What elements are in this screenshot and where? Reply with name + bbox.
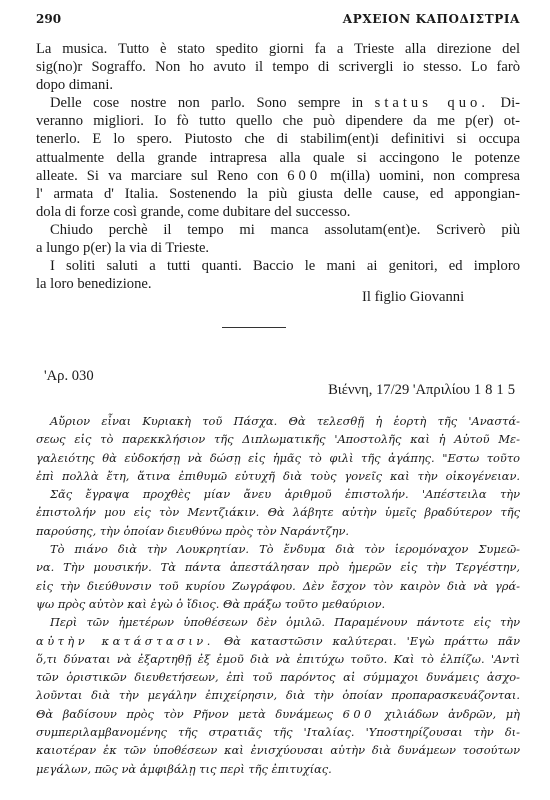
text-line — [36, 167, 520, 185]
page-number: 290 — [36, 12, 62, 26]
text-line: dola di forze così grande, come dubitare del successo. — [36, 203, 351, 220]
text-line: l' armata d' Italia. Sostenendo la più giusta delle cause, ed appongian- — [36, 185, 520, 202]
dateline — [328, 382, 519, 399]
text-fragment: Di- — [488, 95, 520, 112]
text-fragment: m(illa) uomini, non compresa — [321, 167, 520, 184]
text-line: Chiudo perchè il tempo mi manca assolutam(ent)e. Scriverò più — [50, 221, 520, 238]
text-line: Περὶ τῶν ἡμετέρων ὑποθέσεων δὲν ὁμιλῶ. Παραμένουν πάντοτε εἰς τὴν — [50, 615, 520, 630]
dateline-year: 1815 — [473, 382, 519, 398]
document-number: 'Αρ. 030 — [44, 368, 94, 384]
text-line: ψω πρὸς αὐτὸν καὶ ἐγὼ ὁ ἴδιος. Θὰ πράξω τοῦτο μεθαύριον. — [36, 596, 386, 611]
text-fragment: alleate. Si va marciare sul Reno con — [36, 167, 288, 184]
text-line: γαλειότης θὰ εὐδοκήσῃ νὰ δώσῃ εἰς ἡμᾶς τὸ φιλὶ τῆς ἀγάπης. "Εστω τοῦτο — [36, 450, 520, 465]
text-fragment: Delle cose nostre non parlo. Sono sempre in — [50, 95, 375, 112]
signature: Il figlio Giovanni — [362, 289, 465, 305]
text-line: attualmente della grande intrapresa alla quale si accingono le potenze — [36, 149, 520, 166]
text-line: λοῦνται διὰ τὴν μεγάλην ἐπιχείρησιν, διὰ τὴν ὁποίαν προπαρασκευάζονται. — [36, 688, 520, 703]
spaced-text: status quo. — [374, 95, 489, 112]
dateline-place-date: Βιέννη, 17/29 'Απριλίου — [328, 382, 474, 398]
greek-letter-text — [36, 412, 520, 778]
text-line: ἐπὶ πολλὰ ἔτη, ἅτινα ἐπιθυμῶ εὐτυχῆ διὰ τοὺς γονεῖς καὶ τὴν οἰκογένειαν. — [36, 468, 520, 483]
text-line: ἐπιστολήν μου εἰς τὸν Μεντζιάκιν. Θὰ λάβητε αὐτὴν ὑμεῖς βραδύτερον τῆς — [36, 505, 520, 520]
text-line — [36, 632, 520, 650]
section-divider — [222, 327, 286, 328]
text-line — [36, 705, 520, 723]
running-title: ΑΡΧΕΙΟΝ ΚΑΠΟΔΙΣΤΡΙΑ — [342, 12, 520, 26]
text-line: La musica. Tutto è stato spedito giorni fa a Trieste alla direzione del — [36, 41, 520, 57]
text-line: sig(no)r Sograffo. Non ho avuto il tempo di scrivergli io stesso. Lo farò — [36, 59, 520, 76]
text-line: Σᾶς ἔγραψα προχθὲς μίαν ἄνευ ἀριθμοῦ ἐπιστολήν. 'Απέστειλα τὴν — [50, 487, 520, 502]
text-line: a lungo p(er) la via di Trieste. — [36, 240, 210, 257]
text-line: la loro benedizione. — [36, 276, 152, 293]
text-line: καιοτέραν ἐκ τῶν ὑποθέσεων καὶ ἐνισχύουσαι αὐτὴν διὰ δυνάμεων τοσούτων — [36, 743, 520, 758]
italian-letter-text — [36, 40, 520, 293]
text-fragment: Θὰ καταστῶσιν καλύτεραι. 'Εγὼ πράττω πᾶν — [213, 633, 520, 648]
text-line: tenerlo. E lo spero. Piutosto che di stabilim(ent)i definitivi si occupa — [36, 131, 520, 148]
spaced-text: αὐτὴν κατάστασιν. — [36, 633, 214, 648]
text-line: να. Τὴν μουσικήν. Τὰ πάντα ἀπεστάλησαν πρὸ ἡμερῶν εἰς τὴν Τεργέστην, — [36, 560, 520, 575]
spaced-number: 600 — [287, 167, 322, 184]
spaced-number: 600 — [342, 706, 375, 721]
text-line: I soliti saluti a tutti quanti. Baccio le mani ai genitori, ed imploro — [50, 258, 520, 275]
text-line: σεως εἰς τὸ παρεκκλήσιον τῆς Διπλωματικῆς 'Αποστολῆς καὶ ἡ Αὐτοῦ Με- — [36, 432, 520, 447]
text-line — [36, 94, 520, 112]
text-fragment: Θὰ βαδίσουν πρὸς τὸν Ρῆνον μετὰ δυνάμεως — [36, 706, 343, 721]
text-line: συμπεριλαμβανομένης τῆς στρατιᾶς τῆς 'Ιταλίας. 'Υποστηρίζουσαι τὴν δι- — [36, 725, 520, 740]
text-line: Αὔριον εἶναι Κυριακὴ τοῦ Πάσχα. Θὰ τελεσθῇ ἡ ἑορτὴ τῆς 'Αναστά- — [50, 414, 520, 428]
text-line: Τὸ πιάνο διὰ τὴν Λουκρητίαν. Τὸ ἔνδυμα διὰ τὸν ἱερομόναχον Συμεῶ- — [50, 542, 520, 557]
text-line: dopo dimani. — [36, 77, 114, 94]
text-line: τῶν ὁριστικῶν διευθετήσεων, ἐπὶ τοῦ παρόντος αἱ σύμμαχοι δυνάμεις ἀσχο- — [36, 670, 520, 685]
text-line: ὅ,τι δύναται νὰ ἐξαρτηθῇ ἐξ ἐμοῦ διὰ νὰ ἐπιτύχω τοῦτο. Καὶ τὸ ἐλπίζω. 'Αντὶ — [36, 651, 520, 666]
text-line: μεγάλων, πῶς νὰ ἀμφιβάλῃ τις περὶ τῆς ἐπιτυχίας. — [36, 761, 332, 776]
text-line: veranno migliori. Io fò tutto quello che può dipendere da me p(er) ot- — [36, 113, 520, 130]
text-line: εἰς τὴν διεύθυνσιν τοῦ κυρίου Ζωγράφου. Δὲν ἔσχον τὸν καιρὸν διὰ νὰ γρά- — [36, 578, 520, 593]
text-fragment: χιλιάδων ἀνδρῶν, μὴ — [374, 706, 520, 721]
text-line: παρούσης, τὴν ὁποίαν διευθύνω πρὸς τὸν Ναράντζην. — [36, 523, 349, 538]
